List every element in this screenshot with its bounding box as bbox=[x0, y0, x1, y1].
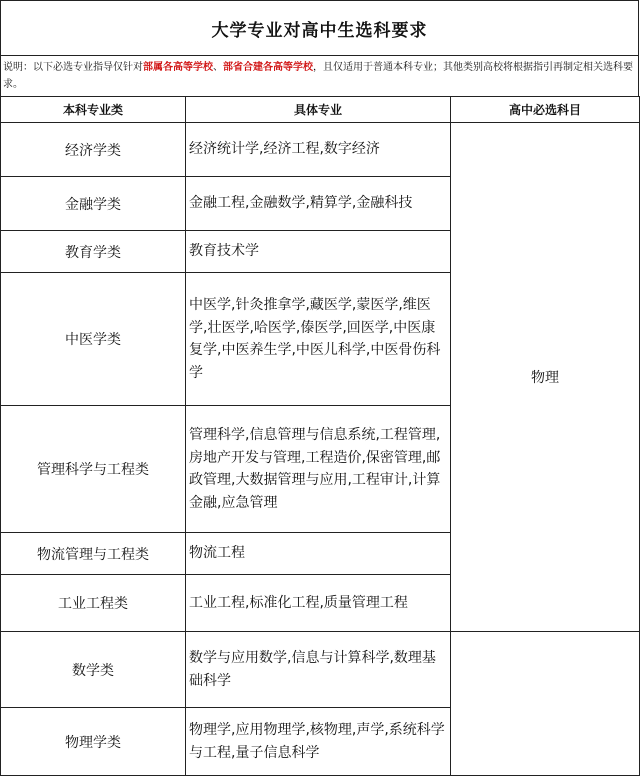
header-subject: 高中必选科目 bbox=[451, 97, 640, 123]
table-row bbox=[1, 123, 640, 177]
majors-cell: 物流工程 bbox=[186, 533, 451, 575]
category-cell: 工业工程类 bbox=[1, 575, 186, 632]
note-text bbox=[0, 56, 639, 96]
majors-cell: 物理学,应用物理学,核物理,声学,系统科学与工程,量子信息科学 bbox=[186, 708, 451, 776]
table-row bbox=[1, 632, 640, 708]
majors-cell: 金融工程,金融数学,精算学,金融科技 bbox=[186, 177, 451, 231]
category-cell: 教育学类 bbox=[1, 231, 186, 273]
required-subject-cell: 物理 bbox=[451, 123, 640, 632]
category-cell: 物流管理与工程类 bbox=[1, 533, 186, 575]
majors-cell: 管理科学,信息管理与信息系统,工程管理,房地产开发与管理,工程造价,保密管理,邮政管理,大数据管理与应用,工程审计,计算金融,应急管理 bbox=[186, 406, 451, 533]
note-separator: 、 bbox=[213, 62, 223, 73]
majors-cell: 工业工程,标准化工程,质量管理工程 bbox=[186, 575, 451, 632]
subject-requirement-table bbox=[0, 96, 640, 776]
page-title: 大学专业对高中生选科要求 bbox=[0, 0, 639, 56]
majors-cell: 经济统计学,经济工程,数字经济 bbox=[186, 123, 451, 177]
note-highlight-2: 部省合建各高等学校 bbox=[223, 62, 313, 73]
category-cell: 管理科学与工程类 bbox=[1, 406, 186, 533]
header-majors: 具体专业 bbox=[186, 97, 451, 123]
note-highlight-1: 部属各高等学校 bbox=[143, 62, 213, 73]
header-category: 本科专业类 bbox=[1, 97, 186, 123]
majors-cell: 中医学,针灸推拿学,藏医学,蒙医学,维医学,壮医学,哈医学,傣医学,回医学,中医康复学,中医养生学,中医儿科学,中医骨伤科学 bbox=[186, 273, 451, 406]
category-cell: 数学类 bbox=[1, 632, 186, 708]
category-cell: 金融学类 bbox=[1, 177, 186, 231]
required-subject-cell-2 bbox=[451, 632, 640, 776]
table-header-row bbox=[1, 97, 640, 123]
category-cell: 物理学类 bbox=[1, 708, 186, 776]
category-cell: 中医学类 bbox=[1, 273, 186, 406]
category-cell: 经济学类 bbox=[1, 123, 186, 177]
note-suffix: ，且仅适用于普通本科专业；其他类别高校将根据指引再制定相关选科要求。 bbox=[3, 62, 633, 90]
majors-cell: 教育技术学 bbox=[186, 231, 451, 273]
majors-cell: 数学与应用数学,信息与计算科学,数理基础科学 bbox=[186, 632, 451, 708]
note-prefix: 说明：以下必选专业指导仅针对 bbox=[3, 62, 143, 73]
